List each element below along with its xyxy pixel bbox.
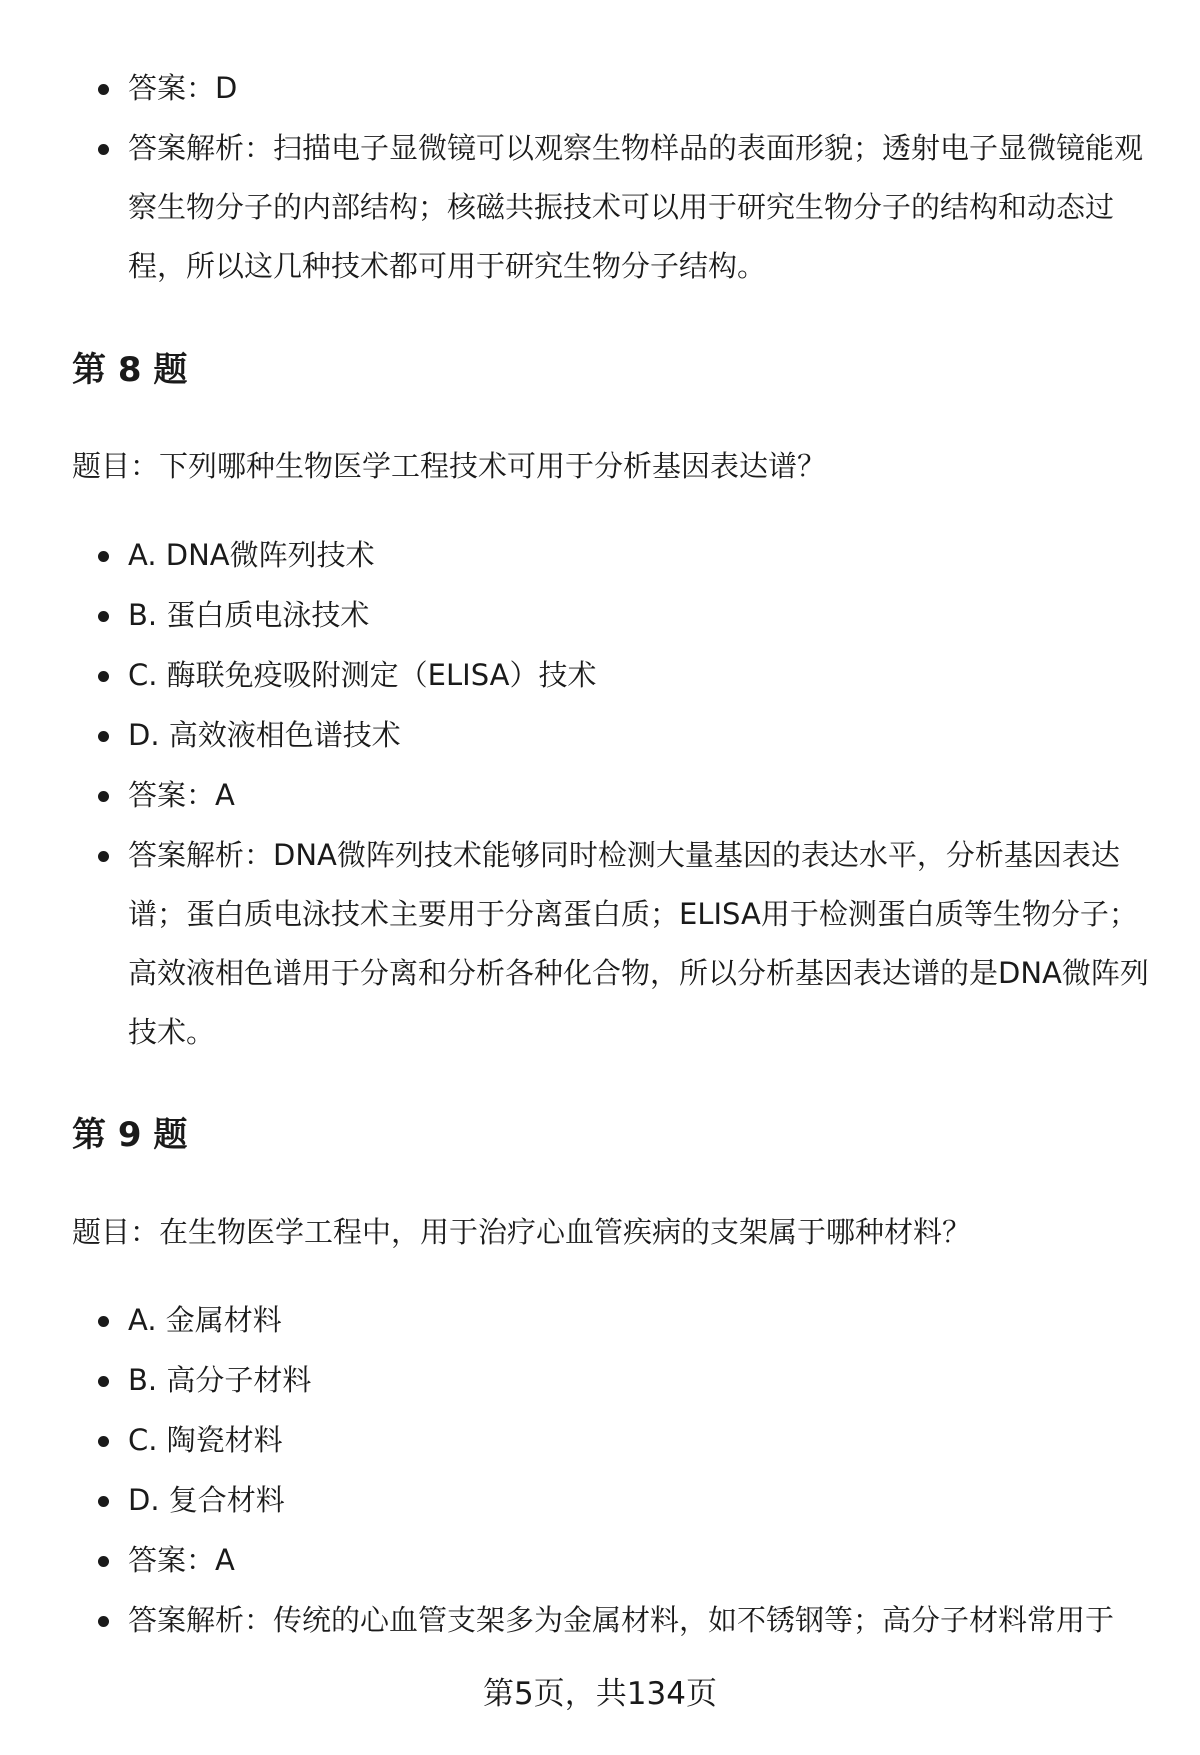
q8-option-c: C. 酶联免疫吸附测定（ELISA）技术 [0, 646, 1200, 705]
q9-list [0, 1291, 1200, 1651]
q9-option-d: D. 复合材料 [0, 1471, 1200, 1530]
q8-option-a: A. DNA微阵列技术 [0, 526, 1200, 585]
q9-heading: 第 9 题 [72, 1115, 188, 1155]
q8-heading: 第 8 题 [72, 350, 188, 390]
q7-answer: 答案：D [0, 59, 1200, 118]
q8-question: 题目：下列哪种生物医学工程技术可用于分析基因表达谱？ [72, 449, 827, 483]
q8-option-d: D. 高效液相色谱技术 [0, 706, 1200, 765]
q9-option-c: C. 陶瓷材料 [0, 1411, 1200, 1470]
q8-list [0, 526, 1200, 1063]
q9-question: 题目：在生物医学工程中，用于治疗心血管疾病的支架属于哪种材料？ [72, 1215, 972, 1249]
q7-list [0, 59, 1200, 297]
page-number-footer: 第5页，共134页 [483, 1676, 717, 1712]
q9-option-b: B. 高分子材料 [0, 1351, 1200, 1410]
q9-option-a: A. 金属材料 [0, 1291, 1200, 1350]
q8-answer: 答案：A [0, 766, 1200, 825]
q9-answer: 答案：A [0, 1531, 1200, 1590]
q7-explanation: 答案解析：扫描电子显微镜可以观察生物样品的表面形貌；透射电子显微镜能观察生物分子的内部结构；核磁共振技术可以用于研究生物分子的结构和动态过程，所以这几种技术都可用于研究生物分子结构。 [0, 119, 1200, 296]
q9-explanation: 答案解析：传统的心血管支架多为金属材料，如不锈钢等；高分子材料常用于 [0, 1591, 1200, 1650]
q8-explanation: 答案解析：DNA微阵列技术能够同时检测大量基因的表达水平，分析基因表达谱；蛋白质电泳技术主要用于分离蛋白质；ELISA用于检测蛋白质等生物分子；高效液相色谱用于分离和分析各种化合物，所以分析基因表达谱的是DNA微阵列技术。 [0, 826, 1200, 1062]
q8-option-b: B. 蛋白质电泳技术 [0, 586, 1200, 645]
